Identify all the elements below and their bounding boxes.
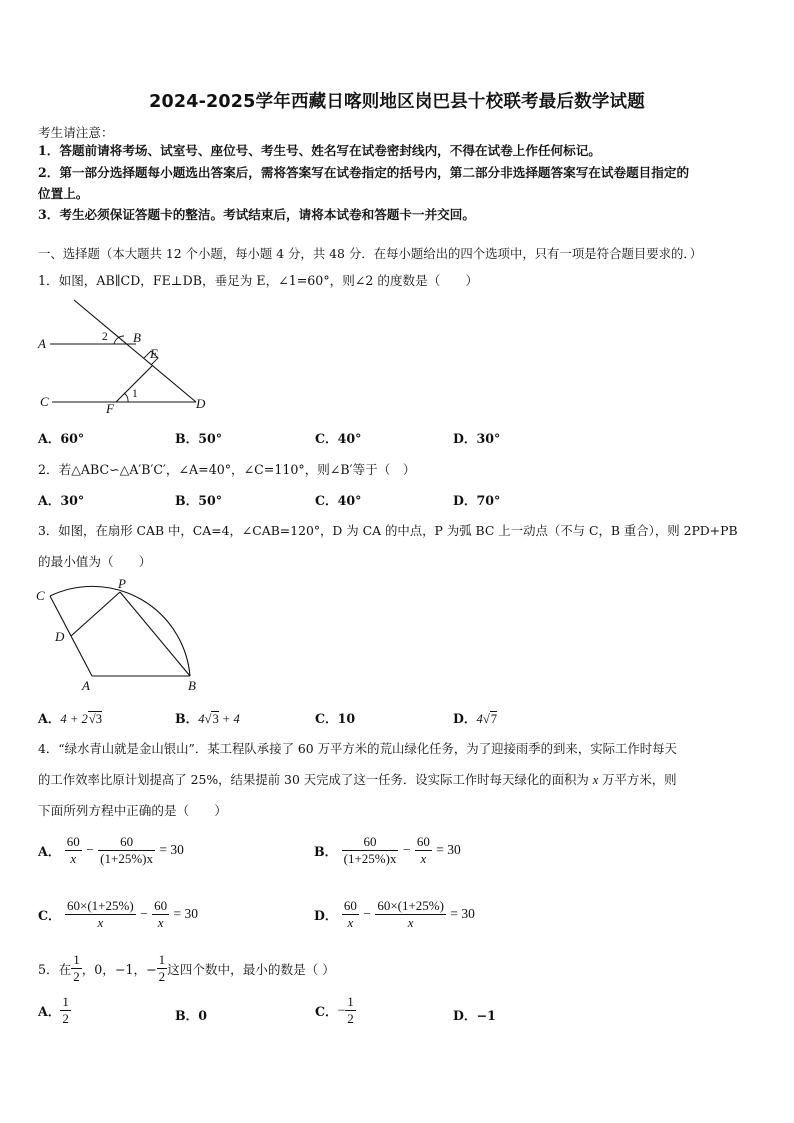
notice-item-2: 2．第一部分选择题每小题选出答案后，需将答案写在试卷指定的括号内，第二部分非选择题答案写在试卷题目指定的 [38, 165, 690, 180]
q1-label-c: C [40, 394, 49, 409]
page-title: 2024-2025学年西藏日喀则地区岗巴县十校联考最后数学试题 [149, 92, 645, 112]
sqrt-icon: √ [204, 712, 212, 726]
q1-label-d: D [196, 396, 206, 411]
q2-option-d[interactable]: D．70° [453, 493, 501, 508]
fraction: $\frac{1}{2}$ [73, 952, 80, 984]
fraction: $\frac{60}{x}$ [66, 834, 80, 866]
fraction: $\frac{1}{2}$ [62, 994, 69, 1026]
sqrt-icon: √ [88, 712, 96, 726]
q3-stem-line1: 3．如图，在扇形 CAB 中，CA=4，∠CAB=120°，D 为 CA 的中点，P 为弧 BC 上一动点（不与 C，B 重合），则 2PD+PB [38, 523, 738, 538]
fraction: $\frac{60}{(1+25\%)x}$ [100, 834, 153, 866]
fraction: $\frac{60\times(1+25\%)}{x}$ [67, 898, 134, 930]
notice-heading: 考生请注意： [38, 125, 114, 140]
q3-option-c[interactable]: C．10 [315, 711, 356, 726]
q4-stem-line3: 下面所列方程中正确的是（ ） [38, 803, 227, 818]
q3-option-a[interactable]: A．4 + 2√3 [38, 711, 102, 726]
q1-option-c[interactable]: C．40° [315, 431, 362, 446]
q3-label-b: B [188, 678, 196, 693]
q4-option-b[interactable]: B． $\frac{60}{(1+25\%)x}$ − $\frac{60}{x}$ = 30 [314, 834, 461, 866]
q4-option-a[interactable]: A． $\frac{60}{x}$ − $\frac{60}{(1+25\%)x}$ = 30 [38, 834, 184, 866]
q3-label-d: D [55, 629, 65, 644]
q1-option-d[interactable]: D．30° [453, 431, 501, 446]
q2-option-c[interactable]: C．40° [315, 493, 362, 508]
q5-stem: 5．在 $\frac{1}{2}$ ，0，−1，− $\frac{1}{2}$ 这四个数中，最小的数是（ ） [38, 952, 335, 984]
q1-option-a[interactable]: A．60° [38, 431, 85, 446]
q5-option-c[interactable]: C．− $\frac{1}{2}$ [315, 994, 354, 1026]
fraction: $\frac{1}{2}$ [158, 952, 166, 984]
q4-option-c[interactable]: C． $\frac{60\times(1+25\%)}{x}$ − $\frac{60}{x}$ = 30 [38, 898, 198, 930]
notice-item-1: 1．答题前请将考场、试室号、座位号、考生号、姓名写在试卷密封线内，不得在试卷上作任何标记。 [38, 143, 601, 158]
q1-figure [36, 294, 216, 416]
q1-label-f: F [106, 401, 114, 416]
q3-label-c: C [36, 588, 45, 603]
q3-label-a: A [82, 678, 90, 693]
q3-figure [34, 576, 214, 696]
q1-label-b: B [133, 330, 141, 345]
q1-label-angle2: 2 [102, 331, 108, 343]
q2-option-b[interactable]: B．50° [175, 493, 223, 508]
q4-stem-line2: 的工作效率比原计划提高了 25%，结果提前 30 天完成了这一任务．设实际工作时每天绿化的面积为 x 万平方米，则 [38, 772, 677, 787]
fraction: $\frac{1}{2}$ [347, 994, 354, 1026]
q1-label-e: E [150, 346, 158, 361]
q3-option-d[interactable]: D．4√7 [453, 711, 498, 726]
q3-stem-line2: 的最小值为（ ） [38, 554, 152, 569]
q1-label-a: A [38, 336, 46, 351]
q4-option-d[interactable]: D． $\frac{60}{x}$ − $\frac{60\times(1+25\%)}{x}$ = 30 [314, 898, 475, 930]
notice-item-2-cont: 位置上。 [38, 186, 89, 201]
q5-option-a[interactable]: A． $\frac{1}{2}$ [38, 994, 69, 1026]
q3-option-b[interactable]: B．4√3 + 4 [175, 711, 240, 726]
notice-item-3: 3．考生必须保证答题卡的整洁。考试结束后，请将本试卷和答题卡一并交回。 [38, 207, 475, 222]
q1-option-b[interactable]: B．50° [175, 431, 223, 446]
fraction: $\frac{60}{(1+25\%)x}$ [343, 834, 397, 866]
fraction: $\frac{60}{x}$ [154, 898, 168, 930]
q2-option-a[interactable]: A．30° [38, 493, 85, 508]
fraction: $\frac{60\times(1+25\%)}{x}$ [377, 898, 444, 930]
sqrt-icon: √ [482, 712, 490, 726]
section-heading: 一、选择题（本大题共 12 个小题，每小题 4 分，共 48 分．在每小题给出的四个选项中，只有一项是符合题目要求的．） [38, 246, 702, 261]
fraction: $\frac{60}{x}$ [416, 834, 430, 866]
q2-stem: 2．若△ABC∽△A′B′C′，∠A=40°，∠C=110°，则∠B′等于（ ） [38, 462, 416, 477]
q1-label-angle1: 1 [132, 388, 138, 400]
q5-option-d[interactable]: D．−1 [453, 1008, 496, 1023]
q5-option-b[interactable]: B．0 [175, 1008, 208, 1023]
q4-stem-line1: 4．“绿水青山就是金山银山”．某工程队承接了 60 万平方米的荒山绿化任务，为了迎接雨季的到来，实际工作时每天 [38, 741, 677, 756]
fraction: $\frac{60}{x}$ [343, 898, 357, 930]
q3-label-p: P [118, 576, 126, 591]
q1-stem: 1．如图，AB∥CD，FE⊥DB，垂足为 E，∠1=60°，则∠2 的度数是（ ） [38, 273, 479, 288]
